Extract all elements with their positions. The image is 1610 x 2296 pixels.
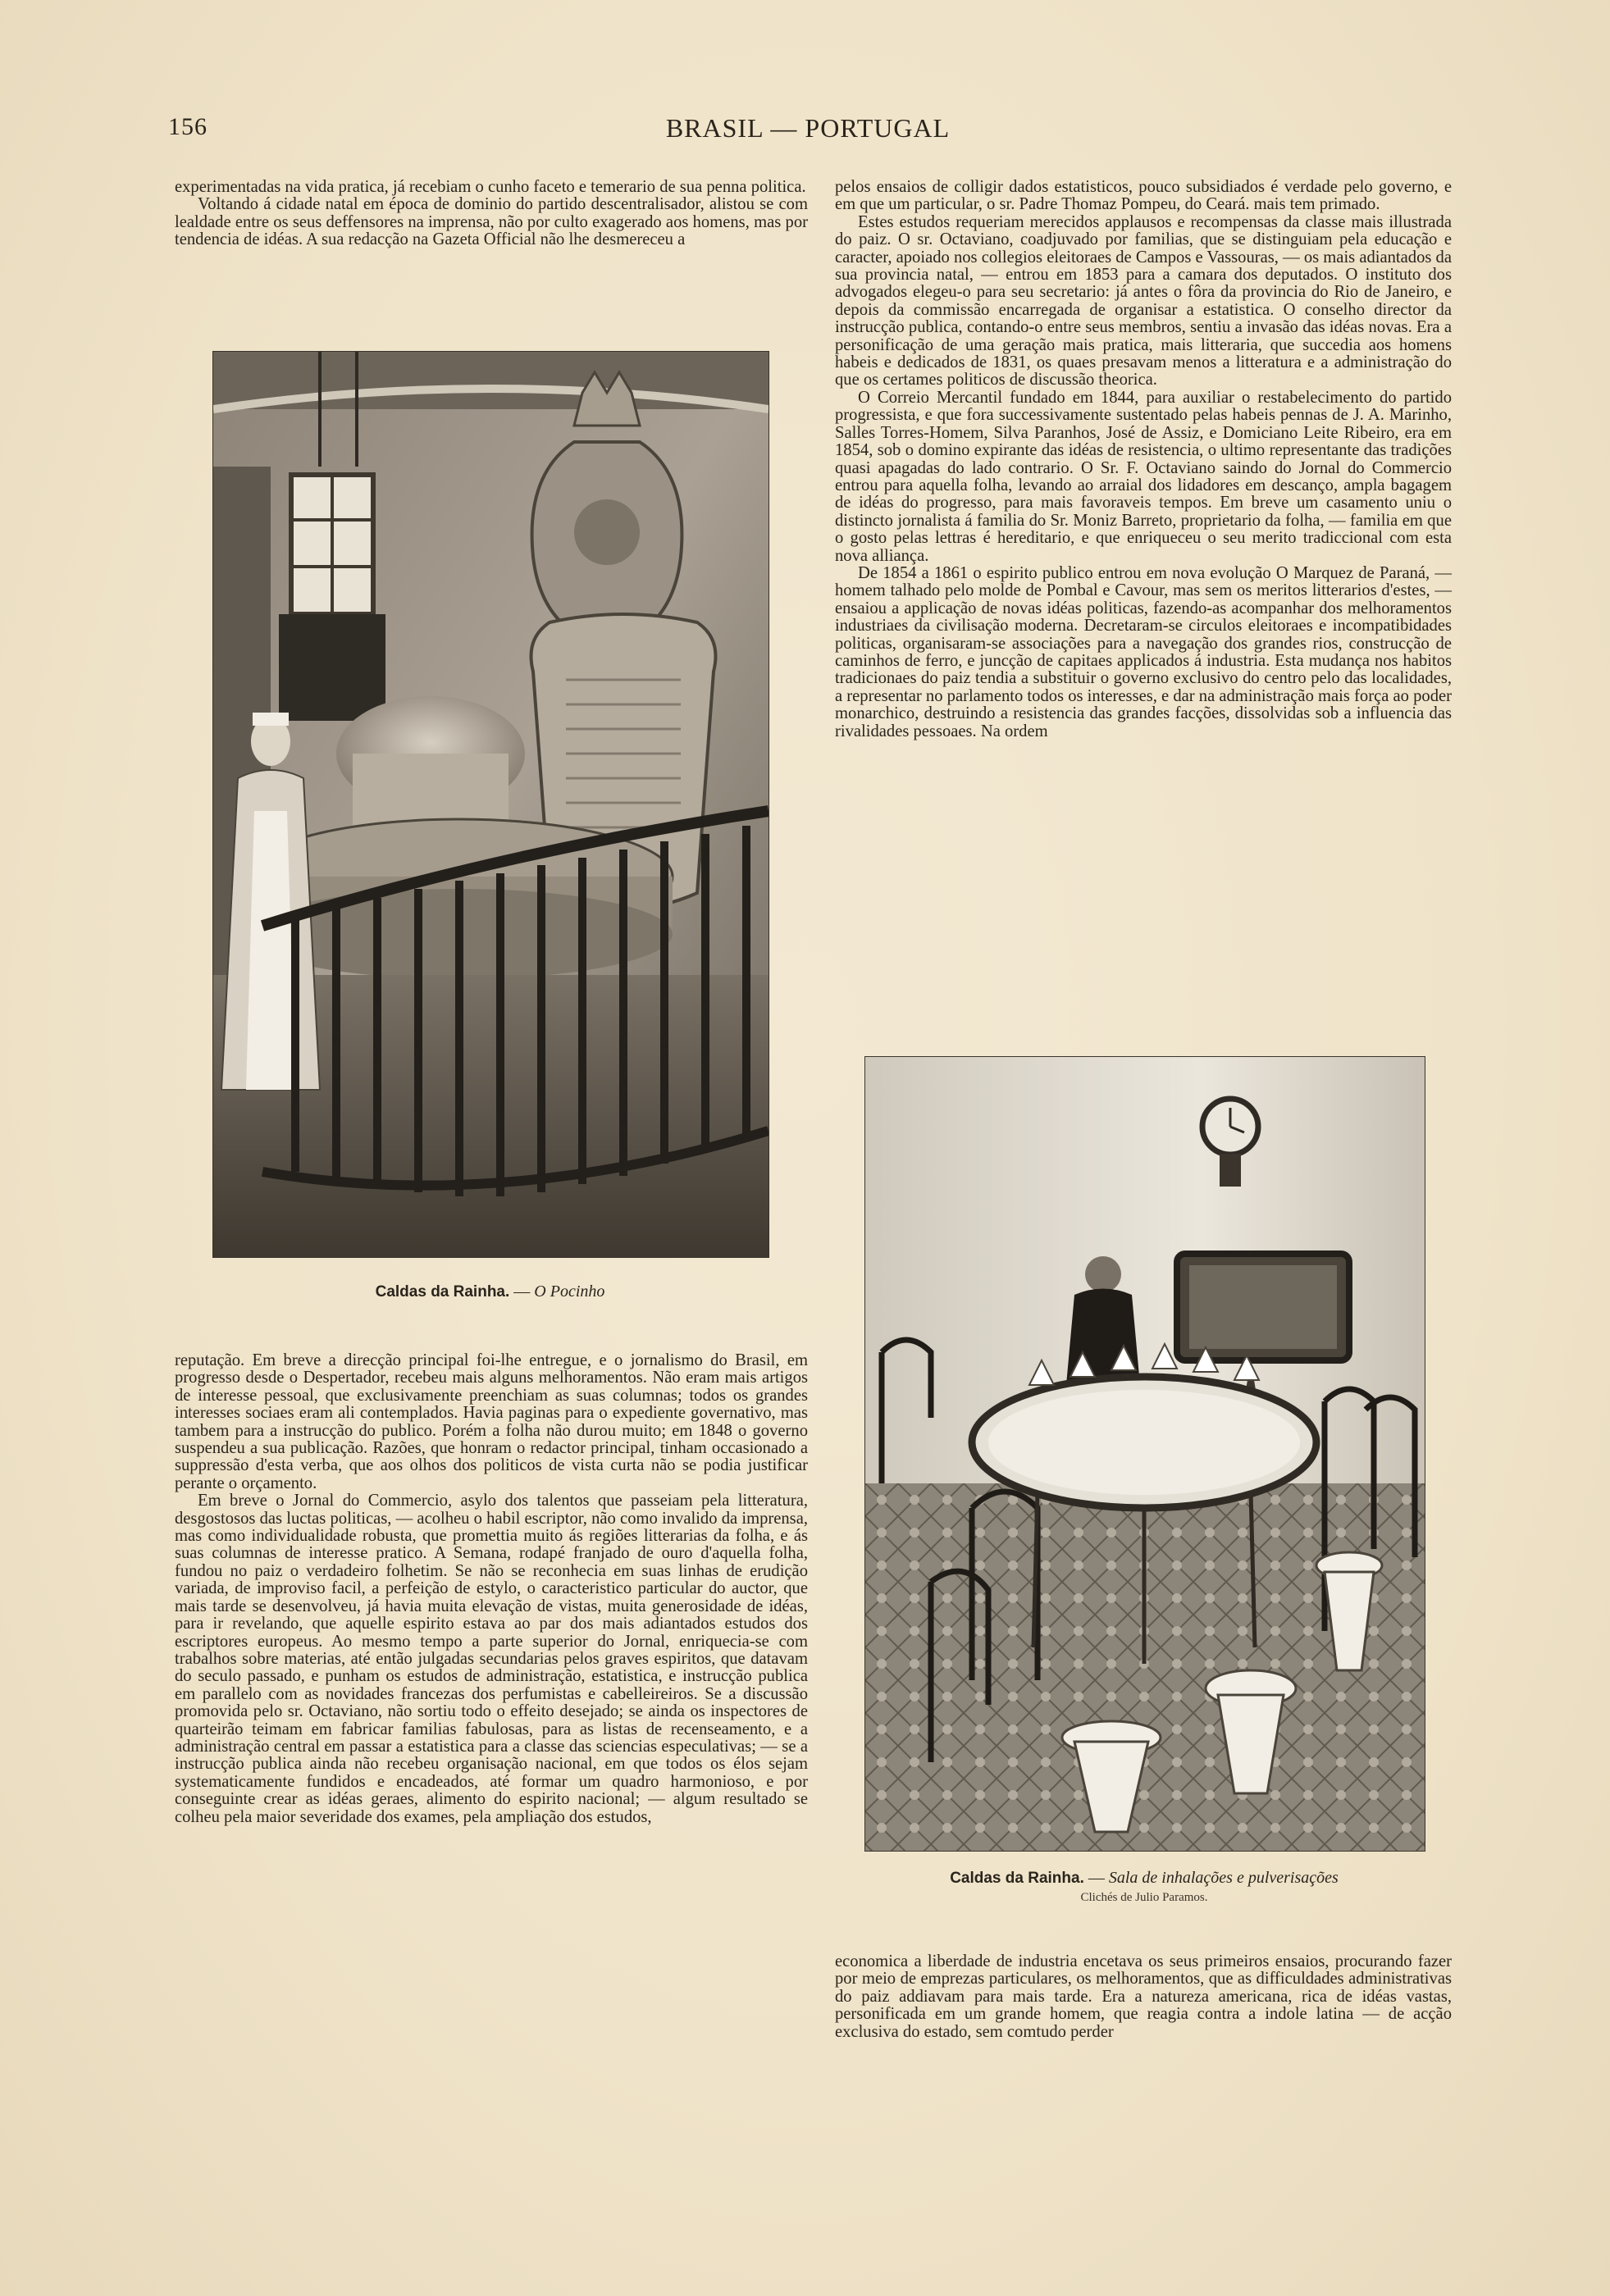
left-column-bottom-text — [175, 1352, 808, 1826]
paragraph: Voltando á cidade natal em época de dominio do partido descentralisador, alistou se com lealdade entre os seus deffensores na imprensa, não por culto exagerado aos homens, mas por tendencia de idéas. A sua redacção na Gazeta Official não lhe desmereceu a — [175, 195, 808, 249]
paragraph: experimentadas na vida pratica, já recebiam o cunho faceto e temerario de sua penna politica. — [175, 178, 806, 196]
caption-place: Caldas da Rainha. — [950, 1870, 1084, 1887]
left-column-top-text — [175, 179, 808, 249]
paragraph: O Correio Mercantil fundado em 1844, para auxiliar o restabelecimento do partido progressista, e que fora successivamente sustentado pelas habeis pennas de J. A. Marinho, Salles Torres-Homem, Silva Paranhos, José de Assiz, e Domiciano Leite Ribeiro, era em 1854, sob o domino expirante das idéas de resistencia, o ultimo representante das tradições quasi apagadas do lado contrario. O Sr. F. Octaviano saindo do Jornal do Commercio entrou para aquella folha, levando ao arraial dos lidadores em descanço, ampla bagagem de idéas do progresso, para mais favoraveis tempos. Em breve um casamento uniu o distincto jornalista á familia do Sr. Moniz Barreto, proprietario da folha, — familia em que o gosto pelas lettras é hereditario, e que enriqueceu o seu merito tradiccional com esta nova alliança. — [835, 388, 1452, 565]
caption-dash: — — [1083, 1869, 1109, 1887]
photo-sala-de-inhalacoes — [864, 1056, 1425, 1852]
caption-sala — [864, 1868, 1424, 1888]
right-column-top-text — [835, 179, 1452, 740]
caption-dash: — — [509, 1282, 535, 1301]
paragraph: Em breve o Jornal do Commercio, asylo dos talentos que passeiam pela litteratura, desgostosos das luctas politicas, — acolheu o habil escriptor, não como invalido da imprensa, mas como individualidade robusta, que promettia muito ás regiões litterarias da folha, e ás suas columnas de interesse pratico. A Semana, rodapé franjado de ouro d'aquella folha, fundou no paiz o verdadeiro folhetim. Se não se reconhecia em suas linhas de erudição variada, de improviso facil, a perfeição de estylo, o caracteristico particular do auctor, que mais tarde se desenvolveu, já havia muita elevação de vistas, muita generosidade de idéas, para ir revelando, que aquelle espirito estava ao par dos mais adiantados estudos dos escriptores europeus. Ao mesmo tempo a parte superior do Jornal, enriquecia-se com trabalhos sobre materias, até então julgadas secundarias pelos graves espiritos, que datavam do seculo passado, e punham os estudos de administração, estatistica, e instrucção publica em parallelo com as novidades francezas dos perfumistas e cabelleireiros. Se a discussão promovida pelo sr. Octaviano, não sortiu todo o effeito desejado; se ainda os inspectores de quarteirão teimam em fabricar familias fabulosas, para as listas de recenseamento, e a administração central em passar a estatistica para a classe das sciencias especulativas; — se a instrucção publica ainda não recebeu organisação nacional, em que todos os élos sejam systematicamente fundidos e encadeados, até formar um quadro harmonioso, e por conseguinte crear as idéas geraes, alimento do espirito nacional; — algum resultado se colheu pela maior severidade dos exames, pela ampliação dos estudos, — [175, 1492, 808, 1826]
photo-credit: Clichés de Julio Paramos. — [1080, 1891, 1208, 1904]
photo-o-pocinho — [212, 351, 769, 1258]
paragraph: Estes estudos requeriam merecidos applausos e recompensas da classe mais illustrada do paiz. O sr. Octaviano, coadjuvado por familias, que se distinguiam pela educação e caracter, apoiado nos collegios eleitoraes de Campos e Vassouras, — os mais adiantados da sua provincia natal, — entrou em 1853 para a camara dos deputados. O instituto dos advogados elegeu-o para seu secretario: já antes o fôra da provincia do Rio de Janeiro, e depois da commissão encarregada de organisar a estatistica. O conselho director da instrucção publica, contando-o entre seus membros, sentiu a invasão das idéas novas. Era a personificação de uma geração mais pratica, mais litteraria, que succedia aos homens habeis e dedicados de 1831, os quaes presavam menos a litteratura e a administração do que os certames politicos de discussão theorica. — [835, 212, 1452, 390]
caption-subtitle: Sala de inhalações e pulverisações — [1108, 1869, 1339, 1887]
page-header — [168, 113, 1448, 154]
paragraph: reputação. Em breve a direcção principal foi-lhe entregue, e o jornalismo do Brasil, em progresso desde o Despertador, recebeu mais alguns melhoramentos. Não eram mais artigos de interesse pessoal, que exclusivamente preenchiam as suas columnas; todos os grandes interesses sociaes eram ali contemplados. Havia paginas para o expediente governativo, mas tambem para a instrucção do publico. Porém a folha não durou muito; em 1848 o governo suspendeu a sua publicação. Razões, que honram o redactor principal, tinham occasionado a suppressão d'esta verba, que aos olhos dos politicos de vista curta não se podia justificar perante o orçamento. — [175, 1351, 808, 1492]
page-number: 156 — [168, 113, 208, 140]
paragraph: economica a liberdade de industria encetava os seus primeiros ensaios, procurando fazer por meio de emprezas particulares, os melhoramentos, que as difficuldades administrativas do paiz addiavam para mais tarde. Era a natureza americana, rica de idéas vastas, personificada em um grande homem, que reagia contra a indole latina — de acção exclusiva do estado, sem comtudo perder — [835, 1952, 1452, 2041]
running-title: BRASIL — PORTUGAL — [665, 113, 951, 143]
caption-place: Caldas da Rainha. — [375, 1283, 510, 1301]
paragraph: De 1854 a 1861 o espirito publico entrou em nova evolução O Marquez de Paraná, — homem talhado pelo molde de Pombal e Cavour, mas sem os meritos litterarios d'estes, — ensaiou a applicação de novas idéas politicas, fazendo-as acompanhar dos melhoramentos industriaes da civilisação moderna. Decretaram-se circulos eleitoraes e incompatibidades politicas, organisaram-se associações para a navegação dos grandes rios, construcção de caminhos de ferro, e juncção de capitaes applicados á industria. Esta mudança nos habitos tradicionaes do paiz tendia a substituir o governo exclusivo do centro pelo das localidades, a representar no parlamento todos os interesses, e dar na administração mais força ao poder monarchico, destruindo a resistencia das grandes facções, dissolvidas sob a influencia das rivalidades pessoaes. Na ordem — [835, 563, 1452, 740]
photo-o-pocinho-image — [213, 352, 769, 1257]
right-column-bottom-text — [835, 1953, 1452, 2041]
paragraph: pelos ensaios de colligir dados estatisticos, pouco subsidiados é verdade pelo governo, e em que um particular, o sr. Padre Thomaz Pompeu, do Ceará. mais tem primado. — [835, 178, 1452, 214]
caption-subtitle: O Pocinho — [534, 1282, 605, 1301]
caption-o-pocinho — [212, 1282, 768, 1302]
photo-sala-image — [865, 1057, 1425, 1851]
